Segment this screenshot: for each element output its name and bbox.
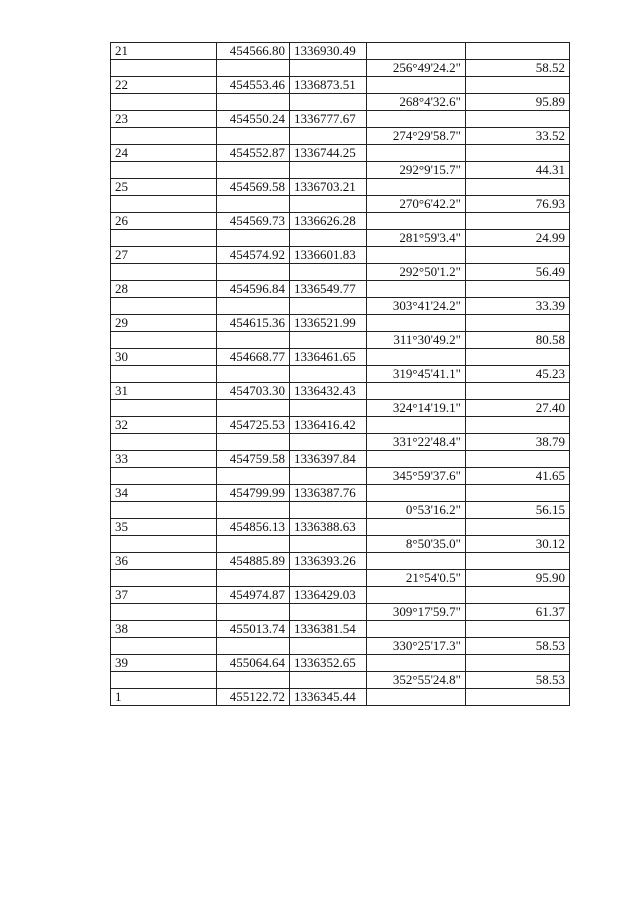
point-number: 31 [111, 383, 217, 400]
coordinates-table-body [111, 43, 570, 706]
y-coordinate-empty [290, 196, 367, 213]
y-coordinate-empty [290, 162, 367, 179]
distance: 95.90 [466, 570, 570, 587]
y-coordinate: 1336416.42 [290, 417, 367, 434]
point-row [111, 43, 570, 60]
y-coordinate: 1336703.21 [290, 179, 367, 196]
y-coordinate: 1336521.99 [290, 315, 367, 332]
point-number-empty [111, 128, 217, 145]
distance: 45.23 [466, 366, 570, 383]
point-number: 34 [111, 485, 217, 502]
x-coordinate-empty [217, 366, 290, 383]
y-coordinate-empty [290, 230, 367, 247]
distance: 58.52 [466, 60, 570, 77]
bearing-angle: 324°14'19.1" [367, 400, 466, 417]
bearing-angle: 274°29'58.7" [367, 128, 466, 145]
x-coordinate: 454553.46 [217, 77, 290, 94]
y-coordinate: 1336744.25 [290, 145, 367, 162]
x-coordinate: 454668.77 [217, 349, 290, 366]
bearing-angle-empty [367, 553, 466, 570]
point-number-empty [111, 196, 217, 213]
x-coordinate: 454569.58 [217, 179, 290, 196]
bearing-angle: 292°50'1.2" [367, 264, 466, 281]
distance-empty [466, 451, 570, 468]
x-coordinate: 454725.53 [217, 417, 290, 434]
bearing-angle-empty [367, 43, 466, 60]
y-coordinate: 1336381.54 [290, 621, 367, 638]
point-number: 37 [111, 587, 217, 604]
y-coordinate: 1336626.28 [290, 213, 367, 230]
point-number-empty [111, 536, 217, 553]
segment-row [111, 60, 570, 77]
distance-empty [466, 77, 570, 94]
point-number-empty [111, 230, 217, 247]
segment-row [111, 94, 570, 111]
x-coordinate: 455122.72 [217, 689, 290, 706]
y-coordinate: 1336777.67 [290, 111, 367, 128]
point-number-empty [111, 332, 217, 349]
point-number-empty [111, 264, 217, 281]
bearing-angle-empty [367, 247, 466, 264]
x-coordinate: 455013.74 [217, 621, 290, 638]
segment-row [111, 502, 570, 519]
bearing-angle-empty [367, 451, 466, 468]
point-number: 1 [111, 689, 217, 706]
x-coordinate-empty [217, 60, 290, 77]
x-coordinate-empty [217, 162, 290, 179]
bearing-angle-empty [367, 349, 466, 366]
point-row [111, 349, 570, 366]
bearing-angle-empty [367, 383, 466, 400]
bearing-angle-empty [367, 621, 466, 638]
y-coordinate-empty [290, 536, 367, 553]
distance: 33.52 [466, 128, 570, 145]
y-coordinate-empty [290, 468, 367, 485]
distance-empty [466, 553, 570, 570]
point-number: 32 [111, 417, 217, 434]
distance-empty [466, 43, 570, 60]
bearing-angle-empty [367, 587, 466, 604]
y-coordinate: 1336393.26 [290, 553, 367, 570]
y-coordinate: 1336397.84 [290, 451, 367, 468]
distance-empty [466, 315, 570, 332]
segment-row [111, 434, 570, 451]
point-number-empty [111, 672, 217, 689]
bearing-angle: 309°17'59.7" [367, 604, 466, 621]
point-number: 29 [111, 315, 217, 332]
point-row [111, 689, 570, 706]
y-coordinate: 1336352.65 [290, 655, 367, 672]
point-row [111, 247, 570, 264]
point-number-empty [111, 366, 217, 383]
x-coordinate-empty [217, 672, 290, 689]
bearing-angle-empty [367, 111, 466, 128]
point-row [111, 451, 570, 468]
point-number-empty [111, 604, 217, 621]
x-coordinate: 454856.13 [217, 519, 290, 536]
bearing-angle: 303°41'24.2" [367, 298, 466, 315]
bearing-angle: 281°59'3.4" [367, 230, 466, 247]
bearing-angle: 292°9'15.7" [367, 162, 466, 179]
point-row [111, 77, 570, 94]
point-number-empty [111, 60, 217, 77]
bearing-angle-empty [367, 485, 466, 502]
x-coordinate-empty [217, 298, 290, 315]
x-coordinate-empty [217, 536, 290, 553]
x-coordinate: 454615.36 [217, 315, 290, 332]
x-coordinate-empty [217, 468, 290, 485]
y-coordinate-empty [290, 672, 367, 689]
y-coordinate-empty [290, 128, 367, 145]
x-coordinate-empty [217, 128, 290, 145]
distance-empty [466, 111, 570, 128]
segment-row [111, 128, 570, 145]
bearing-angle-empty [367, 77, 466, 94]
segment-row [111, 570, 570, 587]
point-number: 22 [111, 77, 217, 94]
x-coordinate-empty [217, 196, 290, 213]
point-number-empty [111, 570, 217, 587]
distance: 58.53 [466, 672, 570, 689]
coordinates-table [110, 42, 570, 706]
point-number: 24 [111, 145, 217, 162]
y-coordinate: 1336432.43 [290, 383, 367, 400]
bearing-angle: 0°53'16.2" [367, 502, 466, 519]
bearing-angle: 319°45'41.1" [367, 366, 466, 383]
y-coordinate: 1336873.51 [290, 77, 367, 94]
distance-empty [466, 485, 570, 502]
segment-row [111, 672, 570, 689]
segment-row [111, 196, 570, 213]
x-coordinate: 454569.73 [217, 213, 290, 230]
point-row [111, 315, 570, 332]
distance: 41.65 [466, 468, 570, 485]
x-coordinate-empty [217, 230, 290, 247]
point-number: 38 [111, 621, 217, 638]
point-number-empty [111, 298, 217, 315]
distance-empty [466, 349, 570, 366]
bearing-angle: 345°59'37.6" [367, 468, 466, 485]
y-coordinate-empty [290, 60, 367, 77]
point-row [111, 587, 570, 604]
distance: 56.15 [466, 502, 570, 519]
x-coordinate: 455064.64 [217, 655, 290, 672]
y-coordinate-empty [290, 298, 367, 315]
distance: 38.79 [466, 434, 570, 451]
distance-empty [466, 519, 570, 536]
distance-empty [466, 383, 570, 400]
segment-row [111, 298, 570, 315]
x-coordinate: 454885.89 [217, 553, 290, 570]
y-coordinate-empty [290, 434, 367, 451]
point-row [111, 485, 570, 502]
bearing-angle: 256°49'24.2" [367, 60, 466, 77]
segment-row [111, 366, 570, 383]
distance: 76.93 [466, 196, 570, 213]
x-coordinate: 454550.24 [217, 111, 290, 128]
segment-row [111, 400, 570, 417]
distance: 58.53 [466, 638, 570, 655]
point-number-empty [111, 468, 217, 485]
point-number-empty [111, 502, 217, 519]
point-row [111, 213, 570, 230]
segment-row [111, 468, 570, 485]
distance: 30.12 [466, 536, 570, 553]
bearing-angle: 270°6'42.2" [367, 196, 466, 213]
bearing-angle-empty [367, 281, 466, 298]
distance-empty [466, 247, 570, 264]
y-coordinate-empty [290, 264, 367, 281]
segment-row [111, 638, 570, 655]
x-coordinate-empty [217, 332, 290, 349]
distance-empty [466, 281, 570, 298]
y-coordinate-empty [290, 94, 367, 111]
point-row [111, 553, 570, 570]
point-number: 30 [111, 349, 217, 366]
y-coordinate-empty [290, 332, 367, 349]
point-number: 33 [111, 451, 217, 468]
bearing-angle: 268°4'32.6" [367, 94, 466, 111]
x-coordinate-empty [217, 604, 290, 621]
x-coordinate-empty [217, 264, 290, 281]
x-coordinate-empty [217, 400, 290, 417]
x-coordinate: 454596.84 [217, 281, 290, 298]
bearing-angle-empty [367, 417, 466, 434]
distance-empty [466, 587, 570, 604]
point-number: 39 [111, 655, 217, 672]
y-coordinate-empty [290, 502, 367, 519]
distance: 56.49 [466, 264, 570, 281]
y-coordinate: 1336601.83 [290, 247, 367, 264]
point-row [111, 383, 570, 400]
bearing-angle-empty [367, 213, 466, 230]
y-coordinate-empty [290, 570, 367, 587]
point-number: 26 [111, 213, 217, 230]
point-row [111, 519, 570, 536]
point-number: 23 [111, 111, 217, 128]
distance: 80.58 [466, 332, 570, 349]
bearing-angle: 311°30'49.2" [367, 332, 466, 349]
x-coordinate-empty [217, 94, 290, 111]
bearing-angle-empty [367, 315, 466, 332]
point-number: 28 [111, 281, 217, 298]
y-coordinate-empty [290, 366, 367, 383]
x-coordinate: 454974.87 [217, 587, 290, 604]
point-number-empty [111, 94, 217, 111]
x-coordinate: 454703.30 [217, 383, 290, 400]
bearing-angle: 21°54'0.5" [367, 570, 466, 587]
point-number: 25 [111, 179, 217, 196]
x-coordinate: 454574.92 [217, 247, 290, 264]
point-row [111, 179, 570, 196]
point-row [111, 111, 570, 128]
distance: 44.31 [466, 162, 570, 179]
point-row [111, 145, 570, 162]
bearing-angle: 352°55'24.8" [367, 672, 466, 689]
point-row [111, 621, 570, 638]
point-number-empty [111, 638, 217, 655]
x-coordinate-empty [217, 502, 290, 519]
segment-row [111, 604, 570, 621]
bearing-angle-empty [367, 655, 466, 672]
x-coordinate: 454552.87 [217, 145, 290, 162]
distance-empty [466, 655, 570, 672]
distance-empty [466, 689, 570, 706]
segment-row [111, 230, 570, 247]
point-number: 27 [111, 247, 217, 264]
point-number-empty [111, 400, 217, 417]
y-coordinate: 1336549.77 [290, 281, 367, 298]
x-coordinate: 454759.58 [217, 451, 290, 468]
bearing-angle-empty [367, 145, 466, 162]
point-number: 21 [111, 43, 217, 60]
bearing-angle: 8°50'35.0" [367, 536, 466, 553]
segment-row [111, 332, 570, 349]
distance: 95.89 [466, 94, 570, 111]
segment-row [111, 536, 570, 553]
y-coordinate: 1336930.49 [290, 43, 367, 60]
y-coordinate-empty [290, 638, 367, 655]
y-coordinate: 1336461.65 [290, 349, 367, 366]
y-coordinate: 1336388.63 [290, 519, 367, 536]
x-coordinate-empty [217, 434, 290, 451]
distance-empty [466, 417, 570, 434]
distance-empty [466, 179, 570, 196]
distance: 27.40 [466, 400, 570, 417]
bearing-angle: 330°25'17.3" [367, 638, 466, 655]
point-row [111, 417, 570, 434]
y-coordinate: 1336429.03 [290, 587, 367, 604]
point-number: 36 [111, 553, 217, 570]
bearing-angle-empty [367, 689, 466, 706]
y-coordinate: 1336387.76 [290, 485, 367, 502]
y-coordinate-empty [290, 604, 367, 621]
point-number: 35 [111, 519, 217, 536]
bearing-angle: 331°22'48.4" [367, 434, 466, 451]
point-row [111, 281, 570, 298]
bearing-angle-empty [367, 179, 466, 196]
x-coordinate: 454566.80 [217, 43, 290, 60]
y-coordinate-empty [290, 400, 367, 417]
y-coordinate: 1336345.44 [290, 689, 367, 706]
distance-empty [466, 621, 570, 638]
x-coordinate-empty [217, 570, 290, 587]
point-row [111, 655, 570, 672]
point-number-empty [111, 162, 217, 179]
distance-empty [466, 213, 570, 230]
segment-row [111, 162, 570, 179]
segment-row [111, 264, 570, 281]
distance: 61.37 [466, 604, 570, 621]
x-coordinate: 454799.99 [217, 485, 290, 502]
point-number-empty [111, 434, 217, 451]
x-coordinate-empty [217, 638, 290, 655]
distance-empty [466, 145, 570, 162]
distance: 24.99 [466, 230, 570, 247]
distance: 33.39 [466, 298, 570, 315]
bearing-angle-empty [367, 519, 466, 536]
